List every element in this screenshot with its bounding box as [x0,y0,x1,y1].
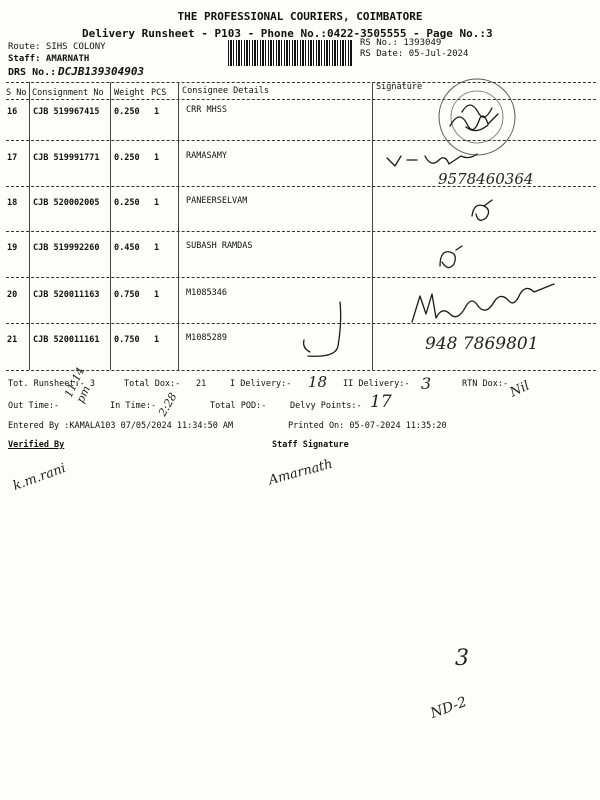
signature-row-18 [468,198,498,224]
total-dox-value: 21 [196,379,207,389]
row-pcs: 1 [154,243,160,253]
in-time-label: In Time:- [110,401,157,411]
handwritten-delvy-points: 17 [370,392,392,412]
company-title: THE PROFESSIONAL COURIERS, COIMBATORE [177,10,423,23]
out-time-label: Out Time:- [8,401,60,411]
handwritten-note-3: 3 [455,646,469,671]
barcode [228,40,353,66]
ii-delivery-label: II Delivery:- [343,379,410,389]
table-vline [110,82,111,370]
row-weight: 0.250 [114,107,140,117]
row-pcs: 1 [154,107,160,117]
table-vline [372,82,373,370]
row-consignee: M1085346 [186,288,227,298]
handwritten-ii-delivery: 3 [421,374,432,393]
handwritten-rtn-dox: Nil [507,378,532,401]
handwritten-phone-21: 948 7869801 [425,334,539,354]
row-weight: 0.250 [114,153,140,163]
staff-signature: Amarnath [267,456,335,489]
route-label: Route: SIHS COLONY [8,42,106,52]
row-pcs: 1 [154,153,160,163]
drs-number: DCJB139304903 [58,65,145,78]
col-signature: Signature [376,82,423,92]
row-consignment: CJB 519967415 [33,107,100,117]
entered-by: Entered By :KAMALA103 07/05/2024 11:34:50 AM [8,421,234,431]
staff-signature-label: Staff Signature [272,440,349,450]
row-divider [6,231,596,232]
signature-row-17 [385,152,495,172]
row-sno: 20 [7,290,18,300]
signature-row-20-mark [290,298,360,362]
handwritten-out-time: 11:14 pm [62,365,93,405]
col-consignment: Consignment No [32,88,104,98]
row-consignee: SUBASH RAMDAS [186,241,253,251]
handwritten-note-nd: ND-2 [428,694,469,722]
rs-date: RS Date: 05-Jul-2024 [360,49,469,59]
row-consignee: PANEERSELVAM [186,196,248,206]
row-sno: 18 [7,198,18,208]
staff-label: Staff: AMARNATH [8,54,90,64]
row-consignment: CJB 519991771 [33,153,100,163]
row-weight: 0.750 [114,290,140,300]
row-sno: 17 [7,153,18,163]
i-delivery-label: I Delivery:- [230,379,292,389]
row-consignee: CRR MHSS [186,105,227,115]
verified-by-label: Verified By [8,440,65,450]
row-divider [6,277,596,278]
row-weight: 0.750 [114,335,140,345]
table-header-rule [6,99,596,100]
printed-on: Printed On: 05-07-2024 11:35:20 [288,421,447,431]
row-consignment: CJB 520002005 [33,198,100,208]
handwritten-phone-17: 9578460364 [438,170,534,188]
table-vline [29,82,30,370]
row-divider [6,140,596,141]
rs-number: RS No.: 1393049 [360,38,442,48]
row-sno: 21 [7,335,18,345]
total-dox-label: Total Dox:- [124,379,181,389]
table-top-rule [6,82,596,83]
row-consignment: CJB 520011163 [33,290,100,300]
signature-row-16 [448,108,508,138]
rtn-dox-label: RTN Dox:- [462,379,509,389]
row-weight: 0.250 [114,198,140,208]
col-pcs: PCS [151,88,167,98]
delvy-points-label: Delvy Points:- [290,401,362,411]
row-consignee: RAMASAMY [186,151,227,161]
row-sno: 19 [7,243,18,253]
row-weight: 0.450 [114,243,140,253]
drs-label: DRS No.: [8,67,57,78]
row-sno: 16 [7,107,18,117]
row-pcs: 1 [154,198,160,208]
col-consignee: Consignee Details [182,86,269,96]
row-consignment: CJB 519992260 [33,243,100,253]
col-weight: Weight [114,88,145,98]
verified-signature: k.m.rani [11,461,68,494]
handwritten-in-time: 2:28 [156,390,180,419]
tot-runsheet: Tot. Runsheet:- 3 [8,379,95,389]
row-consignment: CJB 520011161 [33,335,100,345]
handwritten-i-delivery: 18 [308,373,328,391]
total-pod-label: Total POD:- [210,401,267,411]
runsheet-title-line: Delivery Runsheet - P103 - Phone No.:0422-3505555 - Page No.:3 [82,27,493,40]
row-pcs: 1 [154,335,160,345]
col-sno: S No [6,88,27,98]
signature-row-20 [408,282,568,332]
row-consignee: M1085289 [186,333,227,343]
row-pcs: 1 [154,290,160,300]
signature-row-19 [436,244,466,272]
table-vline [178,82,179,370]
